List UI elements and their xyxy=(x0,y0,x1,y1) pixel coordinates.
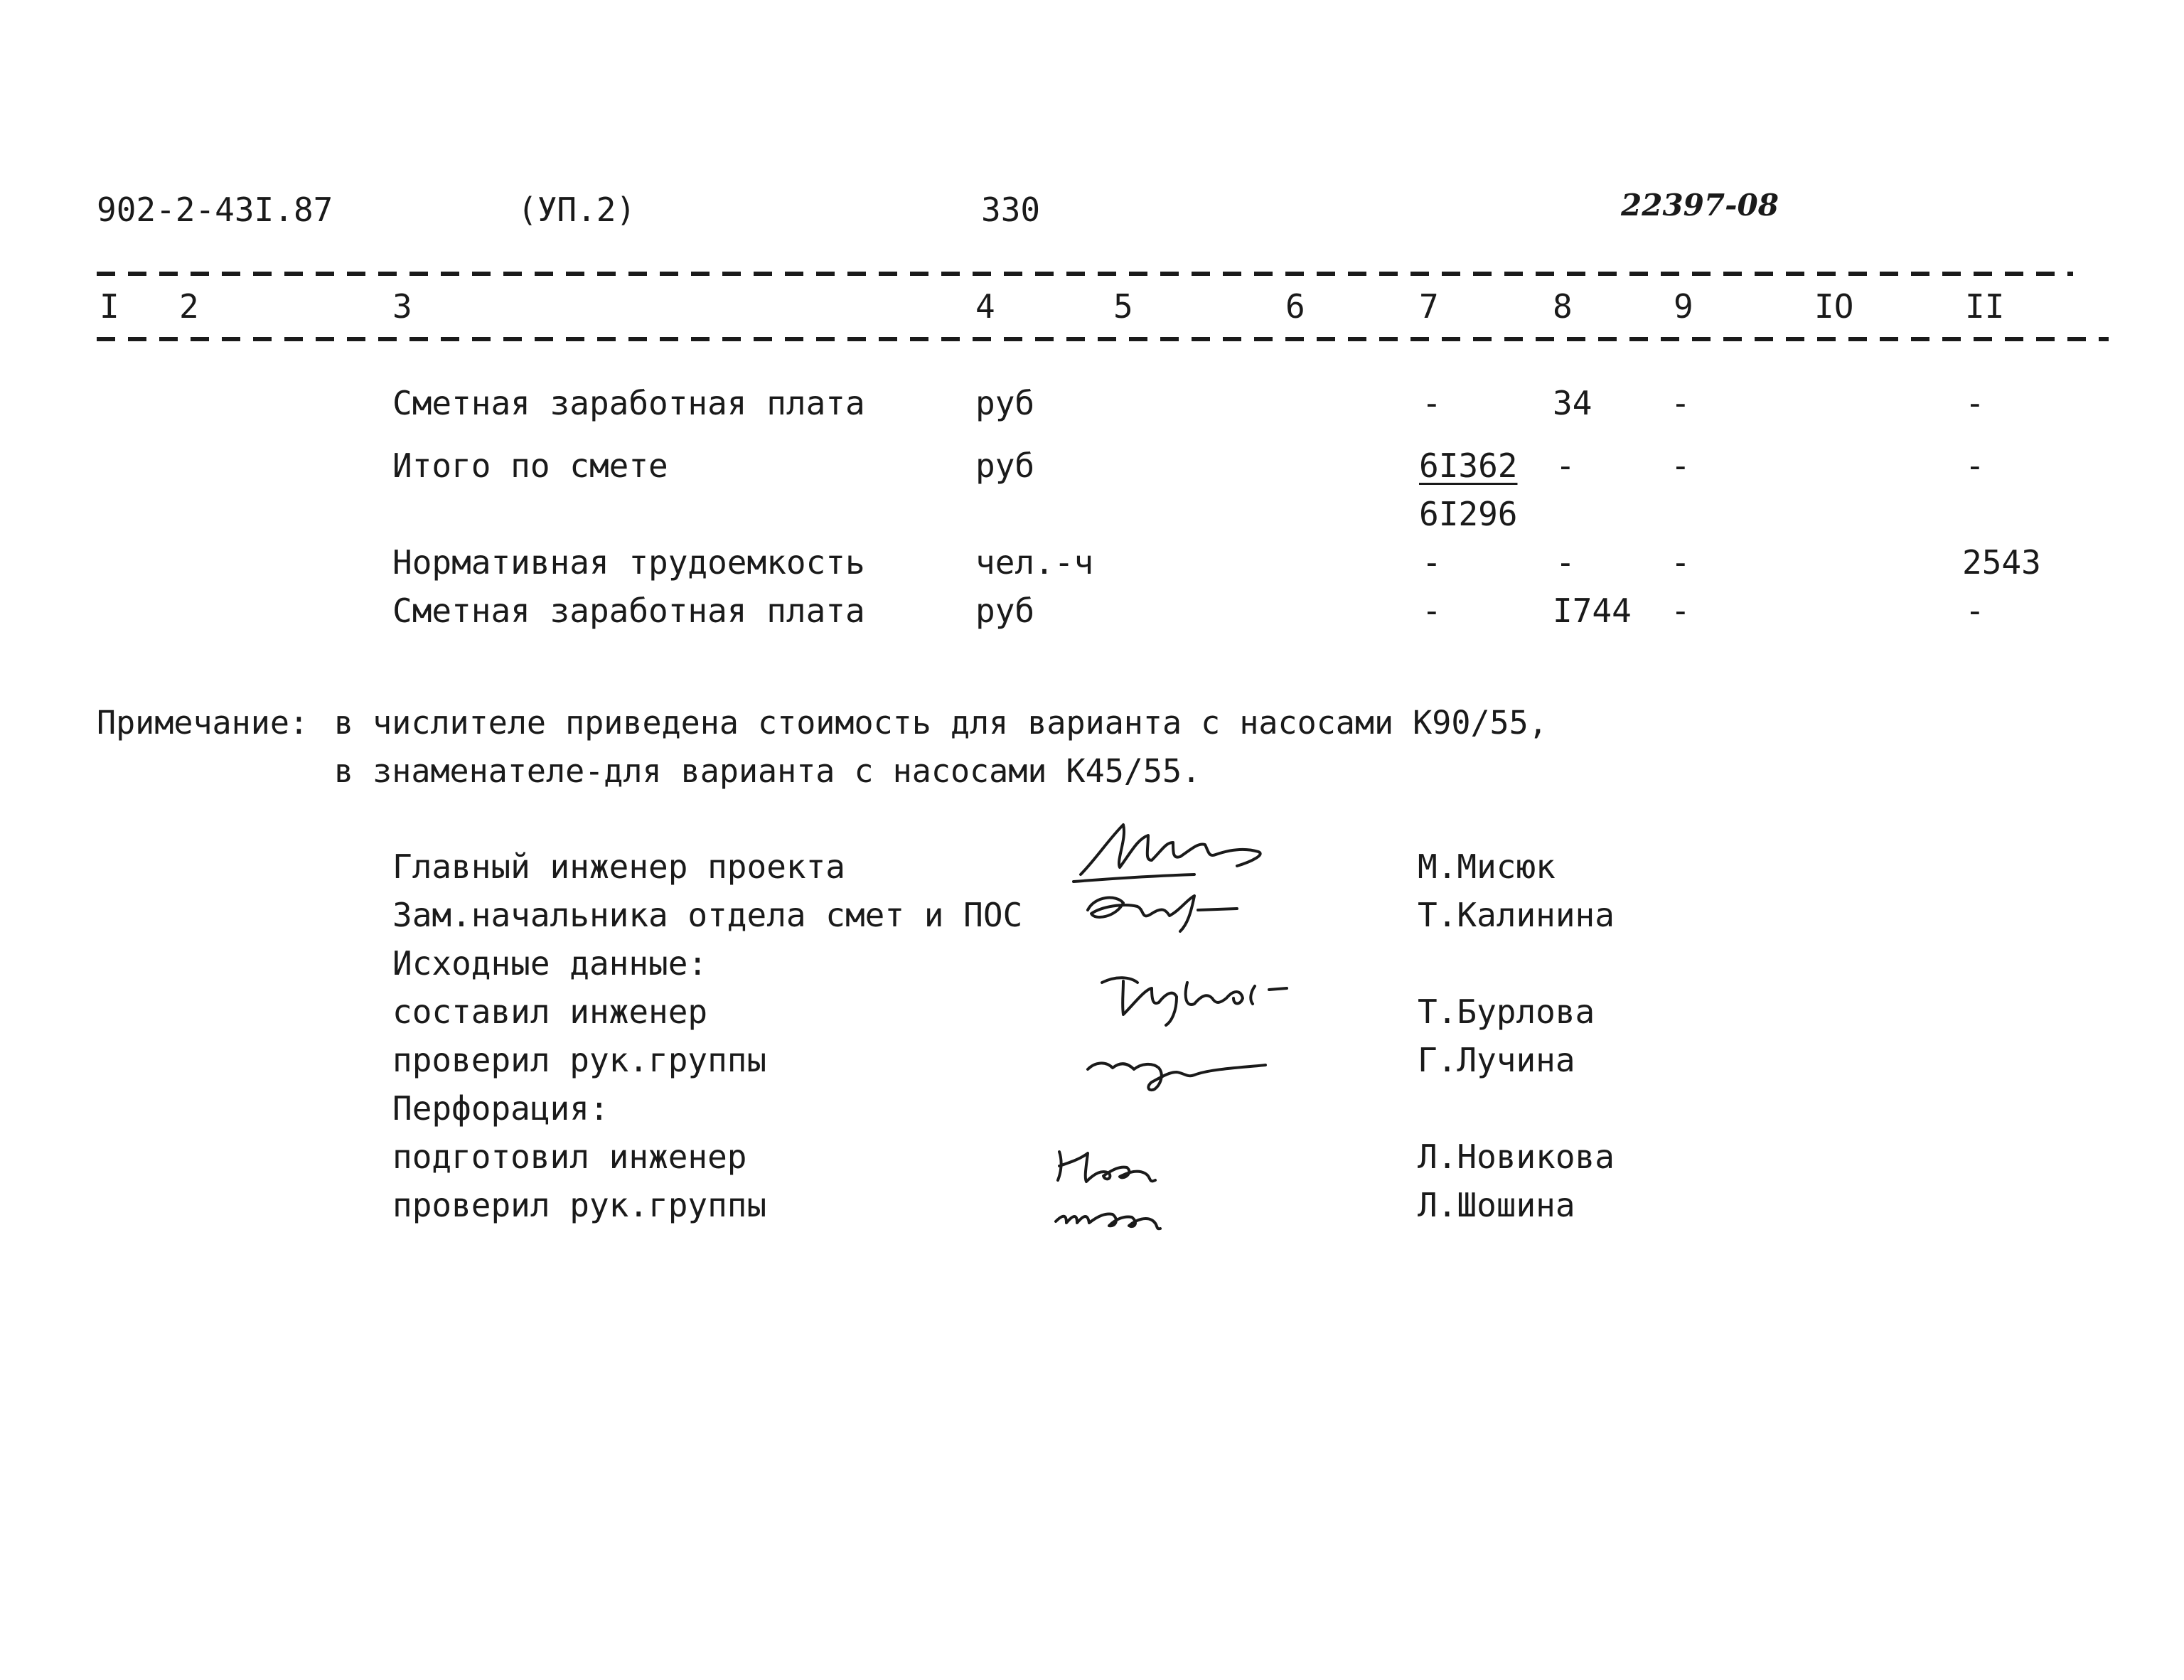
document-number: 902-2-43I.87 xyxy=(97,191,333,229)
row-col11: - xyxy=(1965,446,1985,485)
note-line-2: в знаменателе-для варианта с насосами К45/55. xyxy=(334,752,1201,790)
column-header-3: 3 xyxy=(392,287,412,326)
row-unit: чел.-ч xyxy=(975,543,1094,582)
signature-role: Исходные данные: xyxy=(392,944,708,983)
row-col7-denominator: 6I296 xyxy=(1419,495,1518,533)
row-name: Сметная заработная плата xyxy=(392,384,865,422)
signature-name: М.Мисюк xyxy=(1418,847,1556,886)
row-name: Нормативная трудоемкость xyxy=(392,543,865,582)
row-unit: руб xyxy=(975,446,1035,485)
row-unit: руб xyxy=(975,592,1035,630)
row-col8: - xyxy=(1556,446,1575,485)
column-header-7: 7 xyxy=(1419,287,1439,326)
handwritten-signature xyxy=(1074,882,1258,938)
note-line-1: в числителе приведена стоимость для варианта с насосами К90/55, xyxy=(334,704,1548,742)
signature-name: Л.Шошина xyxy=(1418,1186,1575,1224)
column-header-5: 5 xyxy=(1113,287,1133,326)
table-header-rule xyxy=(97,337,2109,341)
row-col7: - xyxy=(1422,543,1442,582)
signature-role: проверил рук.группы xyxy=(392,1041,767,1079)
row-col9: - xyxy=(1671,384,1691,422)
row-col8: 34 xyxy=(1553,384,1592,422)
handwritten-signature xyxy=(1045,1186,1187,1243)
row-name: Итого по смете xyxy=(392,446,668,485)
row-col8: I744 xyxy=(1553,592,1632,630)
row-col8: - xyxy=(1556,543,1575,582)
row-col7: - xyxy=(1422,592,1442,630)
signature-role: Зам.начальника отдела смет и ПОС xyxy=(392,896,1023,934)
signature-role: Перфорация: xyxy=(392,1089,609,1128)
row-col11: - xyxy=(1965,384,1985,422)
row-col9: - xyxy=(1671,446,1691,485)
signature-role: подготовил инженер xyxy=(392,1138,747,1176)
handwritten-signature xyxy=(1081,1041,1287,1098)
column-header-11: II xyxy=(1965,287,2005,326)
row-col7-numerator: 6I362 xyxy=(1419,446,1518,485)
row-col11: 2543 xyxy=(1962,543,2041,582)
column-header-8: 8 xyxy=(1553,287,1573,326)
signature-name: Г.Лучина xyxy=(1418,1041,1575,1079)
row-col9: - xyxy=(1671,592,1691,630)
row-name: Сметная заработная плата xyxy=(392,592,865,630)
signature-name: Т.Калинина xyxy=(1418,896,1615,934)
signature-role: Главный инженер проекта xyxy=(392,847,845,886)
row-col9: - xyxy=(1671,543,1691,582)
row-unit: руб xyxy=(975,384,1035,422)
signature-role: составил инженер xyxy=(392,993,708,1031)
handwritten-signature xyxy=(1066,810,1294,889)
column-header-6: 6 xyxy=(1285,287,1305,326)
inventory-stamp: 22397-08 xyxy=(1621,188,1779,223)
signature-role: проверил рук.группы xyxy=(392,1186,767,1224)
page-number: 330 xyxy=(981,191,1041,229)
signature-name: Л.Новикова xyxy=(1418,1138,1615,1176)
table-top-rule xyxy=(97,272,2073,276)
column-header-2: 2 xyxy=(179,287,199,326)
album-code: (УП.2) xyxy=(518,191,636,229)
handwritten-signature xyxy=(1095,961,1308,1032)
column-header-4: 4 xyxy=(975,287,995,326)
signature-name: Т.Бурлова xyxy=(1418,993,1595,1031)
column-header-9: 9 xyxy=(1674,287,1693,326)
row-col7: - xyxy=(1422,384,1442,422)
row-col11: - xyxy=(1965,592,1985,630)
column-header-10: IO xyxy=(1814,287,1854,326)
column-header-1: I xyxy=(100,287,119,326)
note-label: Примечание: xyxy=(97,704,309,742)
